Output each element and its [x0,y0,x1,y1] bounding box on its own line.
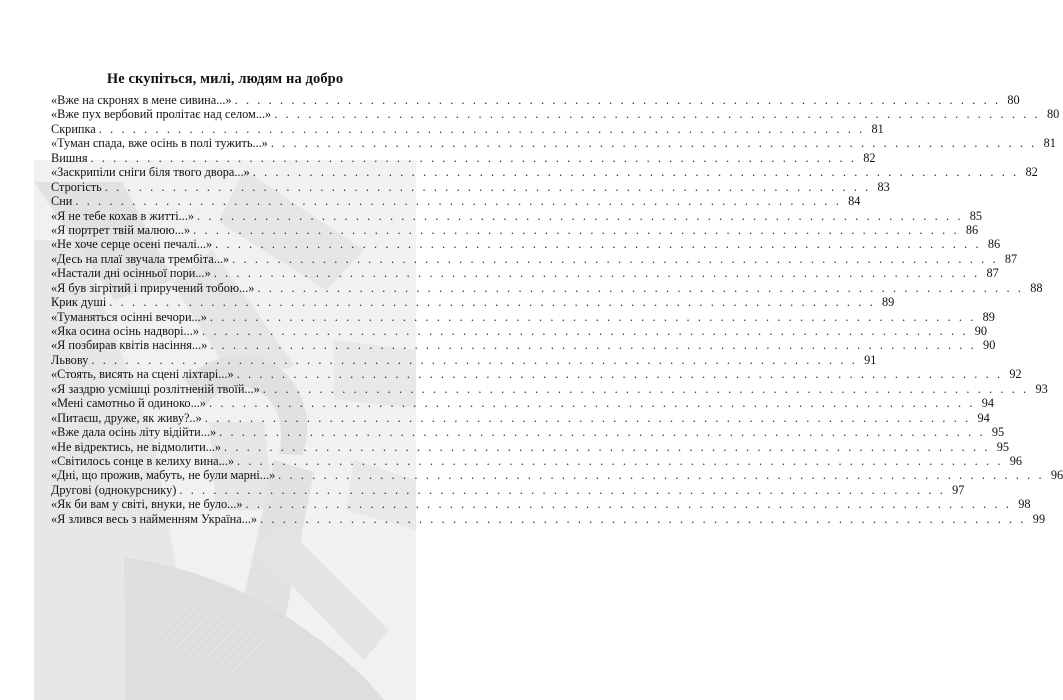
toc-dot-leader [202,324,968,338]
toc-entry-page-number: 84 [848,194,861,209]
toc-entry [51,410,990,425]
toc-entry-page-number: 86 [965,222,979,237]
toc-entry-page-number: 96 [1009,453,1023,468]
toc-dot-leader [99,122,865,136]
toc-entry-page-number: 87 [986,266,999,281]
toc-entry-title: «Вже на скронях в мене сивина...» [51,93,232,107]
toc-dot-leader [179,483,945,497]
toc-entry-page-number: 89 [882,295,895,310]
toc-dot-leader [105,180,871,194]
toc-entry [51,295,895,310]
toc-dot-leader [75,194,841,208]
toc-entry [51,208,983,223]
toc-entry-page-number: 95 [996,439,1010,454]
toc-dot-leader [263,382,1029,396]
toc-entry-title: «Туман спада, вже осінь в полі тужить...» [51,136,268,151]
toc-entry [51,121,884,136]
toc-entry-title: «Я позбирав квітів насіння...» [51,338,208,353]
toc-entry [51,107,1060,122]
toc-entry [51,352,877,367]
toc-entry-page-number: 94 [977,410,990,425]
toc-dot-leader [91,151,857,165]
toc-entry [51,511,1046,526]
toc-entry [51,237,1001,252]
toc-dot-leader [271,136,1037,150]
toc-entry-title: «Яка осина осінь надворі...» [51,324,199,338]
toc-entry-title: «Не хоче серце осені печалі...» [51,237,213,252]
toc-entry-title: «Вже дала осінь літу відійти...» [51,425,217,440]
toc-dot-leader [237,454,1003,468]
toc-entry-page-number: 83 [877,179,890,194]
toc-entry-title: «Я не тебе кохав в житті...» [51,208,195,223]
toc-entry-page-number: 98 [1018,497,1031,512]
toc-entry [51,453,1023,468]
table-of-contents [51,93,1063,526]
toc-entry-title: «Не відректись, не відмолити...» [51,439,222,454]
toc-entry [51,93,1020,107]
toc-entry-title: «Я був зігрітий і приручений тобою...» [51,280,255,295]
toc-entry-page-number: 90 [974,324,988,338]
toc-entry [51,179,890,194]
toc-dot-leader [209,396,975,410]
toc-entry-page-number: 80 [1007,93,1020,107]
toc-entry-title: Другові (однокурснику) [51,482,177,497]
toc-entry-page-number: 97 [952,482,965,497]
section-title: Не скупіться, милі, людям на добро [106,71,344,87]
toc-entry [51,150,876,165]
toc-entry-title: Строгість [51,179,102,194]
toc-entry-page-number: 96 [1050,468,1063,483]
toc-entry-title: Львову [51,352,89,367]
toc-dot-leader [197,209,963,223]
toc-entry-title: «Дні, що прожив, мабуть, не були марні...» [51,468,276,483]
toc-entry-page-number: 80 [1046,107,1060,122]
toc-dot-leader [214,266,980,280]
toc-dot-leader [193,223,959,237]
toc-entry [51,439,1010,454]
toc-entry [51,280,1043,295]
toc-entry [51,497,1031,512]
toc-entry [51,194,861,209]
toc-dot-leader [253,165,1019,179]
toc-entry-page-number: 81 [871,121,884,136]
toc-entry-page-number: 91 [864,352,877,367]
toc-entry-title: «Як би вам у світі, внуки, не було...» [51,497,243,512]
toc-entry-page-number: 81 [1043,136,1056,151]
toc-entry [51,266,999,281]
toc-entry-title: «Я портрет твій малюю...» [51,222,191,237]
toc-entry-page-number: 82 [863,150,876,165]
toc-entry-title: «Настали дні осінньої пори...» [51,266,211,281]
toc-entry-title: Крик душі [51,295,107,310]
toc-dot-leader [278,468,1044,482]
toc-entry-title: «Заскрипіли сніги біля твого двора...» [51,165,250,180]
toc-dot-leader [274,107,1040,121]
toc-entry-page-number: 95 [991,425,1005,440]
toc-dot-leader [246,497,1012,511]
toc-entry [51,251,1018,266]
toc-dot-leader [109,295,875,309]
toc-dot-leader [210,310,976,324]
toc-entry [51,396,994,411]
toc-entry-title: «Туманяться осінні вечори...» [51,309,207,324]
toc-entry [51,324,988,338]
toc-dot-leader [205,411,971,425]
toc-entry [51,309,995,324]
toc-entry-page-number: 89 [982,309,995,324]
toc-entry-page-number: 90 [983,338,996,353]
toc-entry-page-number: 92 [1009,367,1022,382]
toc-entry-title: «Десь на плаї звучала трембіта...» [51,251,230,266]
toc-dot-leader [235,93,1001,107]
toc-entry-page-number: 93 [1035,381,1048,396]
toc-dot-leader [210,338,976,352]
toc-dot-leader [91,353,857,367]
toc-entry [51,222,979,237]
toc-entry-title: Вишня [51,150,88,165]
toc-entry-title: Сни [51,194,73,209]
toc-entry-page-number: 88 [1030,280,1043,295]
toc-entry-page-number: 82 [1025,165,1038,180]
toc-entry [51,165,1038,180]
toc-entry-title: «Питаєш, друже, як живу?..» [51,410,202,425]
toc-entry-page-number: 85 [969,208,983,223]
toc-dot-leader [224,440,990,454]
toc-dot-leader [232,252,998,266]
toc-entry-page-number: 99 [1032,511,1046,526]
toc-entry [51,367,1022,382]
toc-entry [51,482,965,497]
toc-entry-page-number: 87 [1004,251,1018,266]
toc-entry [51,468,1063,483]
toc-entry-title: «Світилось сонце в келиху вина...» [51,453,234,468]
toc-entry-title: «Стоять, висять на сцені ліхтарі...» [51,367,234,382]
toc-dot-leader [215,237,981,251]
toc-entry-title: «Я злився весь з найменням Україна...» [51,511,258,526]
toc-entry-title: «Мені самотньо й одиноко...» [51,396,206,411]
toc-entry [51,425,1005,440]
toc-dot-leader [219,425,985,439]
toc-entry-page-number: 86 [987,237,1001,252]
toc-entry [51,136,1056,151]
toc-entry-title: Скрипка [51,121,96,136]
toc-dot-leader [257,281,1023,295]
toc-dot-leader [237,367,1003,381]
toc-entry-title: «Я заздрю усмішці розлітненій твоїй...» [51,381,260,396]
toc-dot-leader [260,512,1026,526]
toc-entry [51,381,1048,396]
toc-entry-page-number: 94 [981,396,994,411]
toc-entry [51,338,996,353]
toc-entry-title: «Вже пух вербовий пролітає над селом...» [51,107,272,122]
